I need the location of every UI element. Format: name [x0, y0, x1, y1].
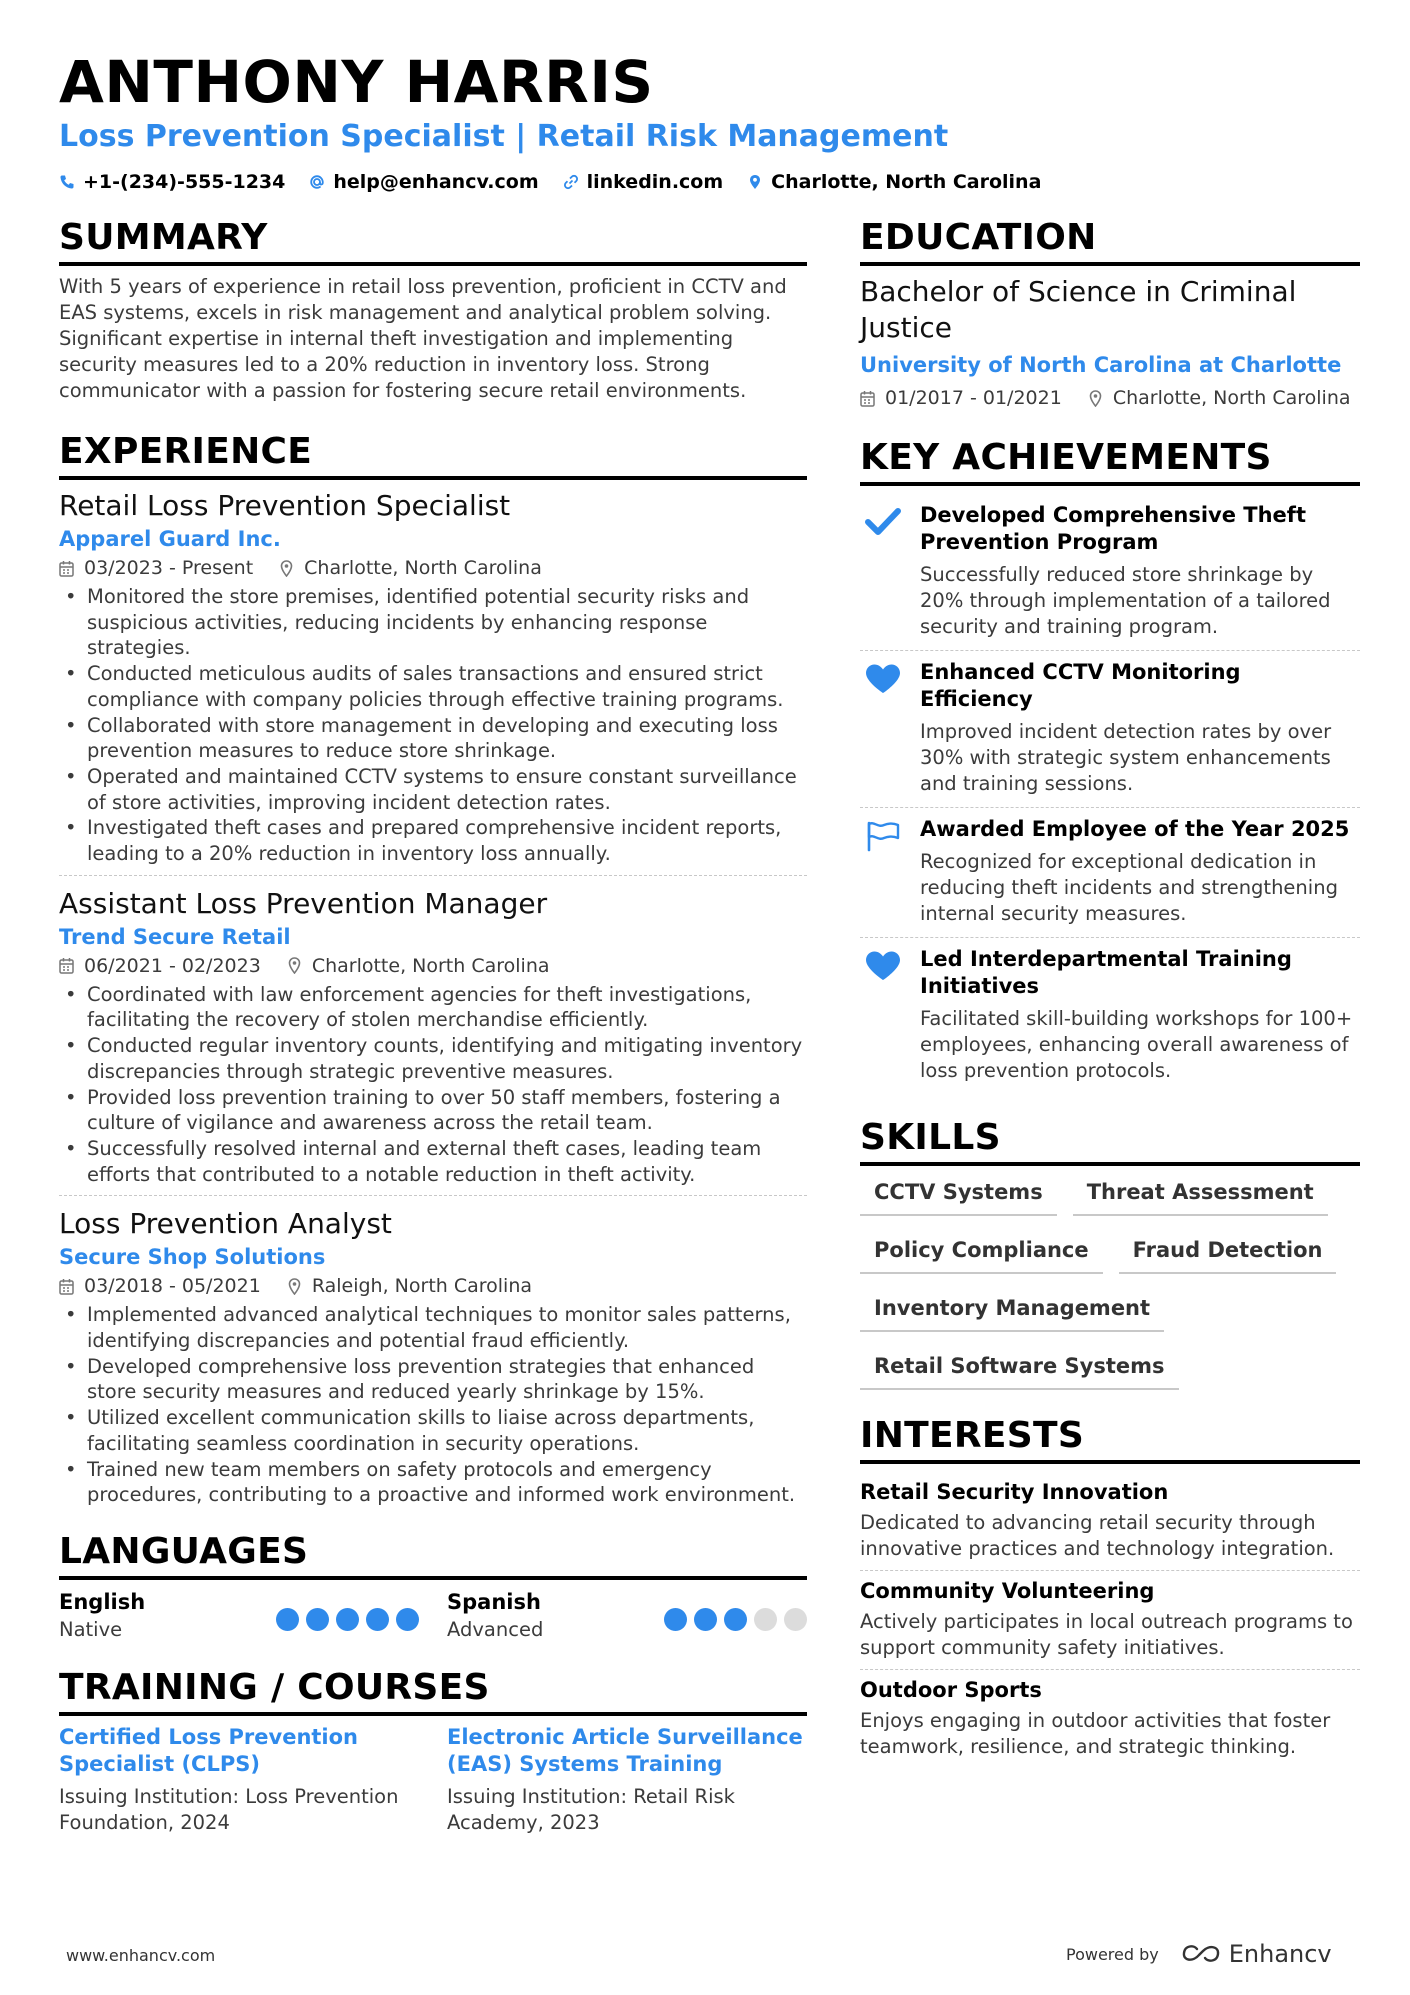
skill-tag: Policy Compliance	[860, 1232, 1103, 1274]
contact-phone[interactable]	[59, 170, 285, 194]
interest-item	[860, 1472, 1360, 1571]
interest-desc: Dedicated to advancing retail security through innovative practices and technology integration.	[860, 1511, 1335, 1560]
left-column	[59, 216, 807, 1836]
brand-name: Enhancv	[1228, 1940, 1332, 1968]
brand-logo	[1181, 1940, 1332, 1968]
course-title: Certified Loss Prevention Specialist (CLPS)	[59, 1724, 359, 1776]
location-pin-icon	[747, 174, 763, 190]
rating-dot-empty	[754, 1608, 777, 1631]
job-meta	[59, 1272, 807, 1300]
education-location-text: Charlotte, North Carolina	[1112, 387, 1351, 409]
job-bullet: • Successfully resolved internal and external theft cases, leading team efforts that contributed to a notable reduction in theft activity.	[59, 1136, 807, 1187]
achievement-desc: Facilitated skill-building workshops for 100+ employees, enhancing overall awareness of loss prevention protocols.	[920, 1007, 1353, 1082]
achievements-section	[860, 436, 1360, 1094]
education-dates-text: 01/2017 - 01/2021	[885, 387, 1062, 409]
courses-list	[59, 1724, 807, 1836]
skills-section	[860, 1116, 1360, 1390]
course-title: Electronic Article Surveillance (EAS) Systems Training	[447, 1724, 803, 1776]
right-column	[860, 216, 1360, 1768]
achievements-title: KEY ACHIEVEMENTS	[860, 436, 1360, 486]
language-item	[447, 1588, 807, 1644]
job-title: Loss Prevention Analyst	[59, 1207, 392, 1241]
location-pin-icon	[287, 957, 302, 974]
skill-tag: Fraud Detection	[1119, 1232, 1337, 1274]
summary-title: SUMMARY	[59, 216, 807, 266]
job-dates-text: 03/2018 - 05/2021	[84, 1275, 261, 1298]
achievement-title: Enhanced CCTV Monitoring Efficiency	[920, 660, 1241, 711]
languages-list	[59, 1588, 807, 1644]
job-dates-text: 06/2021 - 02/2023	[84, 954, 261, 977]
interest-title: Outdoor Sports	[860, 1678, 1042, 1702]
training-title: TRAINING / COURSES	[59, 1666, 807, 1716]
education-section	[860, 216, 1360, 412]
job-bullets	[59, 982, 807, 1188]
language-name: English	[59, 1589, 146, 1614]
location-pin-icon	[1088, 390, 1103, 407]
rating-dot-filled	[276, 1608, 299, 1631]
interest-item	[860, 1670, 1360, 1768]
linkedin-text: linkedin.com	[586, 171, 724, 193]
calendar-icon	[59, 1278, 74, 1295]
job-bullet: • Utilized excellent communication skills to liaise across departments, facilitating seamless coordination in security operations.	[59, 1405, 807, 1456]
job-entry	[59, 886, 807, 1197]
email-text: help@enhancv.com	[333, 171, 539, 193]
phone-icon	[59, 174, 75, 190]
achievement-icon-wrap	[860, 816, 906, 927]
achievement-icon-wrap	[860, 946, 906, 1084]
check-icon	[864, 506, 902, 538]
education-degree: Bachelor of Science in Criminal Justice	[860, 275, 1297, 344]
experience-title: EXPERIENCE	[59, 430, 807, 480]
course-desc: Issuing Institution: Retail Risk Academy, 2023	[447, 1784, 735, 1834]
course-item	[59, 1724, 419, 1836]
languages-title: LANGUAGES	[59, 1530, 807, 1580]
rating-dot-filled	[724, 1608, 747, 1631]
rating-dot-filled	[306, 1608, 329, 1631]
enhancv-logo-icon	[1181, 1943, 1221, 1965]
achievement-item	[860, 808, 1360, 938]
course-item	[447, 1724, 807, 1836]
achievement-icon-wrap	[860, 502, 906, 640]
company-name: Trend Secure Retail	[59, 924, 291, 949]
candidate-name: ANTHONY HARRIS	[59, 48, 654, 116]
footer-brand[interactable]	[1066, 1940, 1332, 1968]
education-meta	[860, 384, 1360, 412]
rating-dot-filled	[694, 1608, 717, 1631]
interests-section	[860, 1414, 1360, 1768]
powered-by-text: Powered by	[1066, 1944, 1159, 1964]
skill-tag: Retail Software Systems	[860, 1348, 1179, 1390]
location-text: Charlotte, North Carolina	[771, 171, 1042, 193]
job-dates	[59, 952, 261, 980]
job-bullet: • Operated and maintained CCTV systems to ensure constant surveillance of store activities, improving incident detection rates.	[59, 764, 807, 815]
language-level: Native	[59, 1617, 123, 1641]
education-location	[1088, 384, 1351, 412]
job-bullet: • Implemented advanced analytical techniques to monitor sales patterns, identifying discrepancies and potential fraud efficiently.	[59, 1302, 807, 1353]
language-level: Advanced	[447, 1617, 544, 1641]
footer-url[interactable]: www.enhancv.com	[66, 1946, 216, 1965]
flag-icon	[864, 820, 902, 852]
job-bullets	[59, 584, 807, 867]
calendar-icon	[59, 560, 74, 577]
education-school: University of North Carolina at Charlotte	[860, 353, 1342, 377]
calendar-icon	[860, 390, 875, 407]
job-location	[287, 1272, 532, 1300]
skill-tag: Inventory Management	[860, 1290, 1164, 1332]
job-bullet: • Monitored the store premises, identified potential security risks and suspicious activities, reducing incidents by enhancing response strategies.	[59, 584, 807, 661]
language-item	[59, 1588, 419, 1644]
job-location	[287, 952, 550, 980]
link-icon	[563, 174, 579, 190]
heart-icon	[864, 950, 902, 982]
skills-list	[860, 1174, 1360, 1390]
phone-text: +1-(234)-555-1234	[83, 171, 286, 193]
interest-item	[860, 1571, 1360, 1670]
interests-title: INTERESTS	[860, 1414, 1360, 1464]
education-title: EDUCATION	[860, 216, 1360, 266]
language-rating	[276, 1608, 419, 1644]
location-pin-icon	[287, 1278, 302, 1295]
job-location-text: Raleigh, North Carolina	[311, 1275, 533, 1298]
company-name: Apparel Guard Inc.	[59, 527, 281, 551]
contact-bar	[59, 170, 1041, 194]
candidate-headline: Loss Prevention Specialist | Retail Risk Management	[59, 119, 949, 154]
summary-section	[59, 216, 807, 404]
job-bullets	[59, 1302, 807, 1508]
experience-section	[59, 430, 807, 1516]
rating-dot-empty	[784, 1608, 807, 1631]
job-meta	[59, 554, 807, 582]
rating-dot-filled	[396, 1608, 419, 1631]
job-bullet: • Collaborated with store management in developing and executing loss prevention measures to reduce store shrinkage.	[59, 713, 807, 764]
achievement-item	[860, 938, 1360, 1094]
job-title: Assistant Loss Prevention Manager	[59, 886, 548, 920]
job-title: Retail Loss Prevention Specialist	[59, 489, 511, 522]
job-dates-text: 03/2023 - Present	[84, 557, 254, 579]
achievement-desc: Recognized for exceptional dedication in reducing theft incidents and strengthening internal security measures.	[920, 850, 1338, 925]
job-location-text: Charlotte, North Carolina	[304, 557, 542, 579]
languages-section	[59, 1530, 807, 1644]
contact-email[interactable]	[309, 170, 538, 194]
job-dates	[59, 554, 253, 582]
interest-desc: Actively participates in local outreach programs to support community safety initiatives.	[860, 1610, 1353, 1659]
rating-dot-filled	[336, 1608, 359, 1631]
job-bullet: • Conducted regular inventory counts, identifying and mitigating inventory discrepancies through strategic preventive measures.	[59, 1033, 807, 1084]
skill-tag: Threat Assessment	[1073, 1174, 1328, 1216]
achievement-icon-wrap	[860, 659, 906, 797]
job-bullet: • Provided loss prevention training to over 50 staff members, fostering a culture of vigilance and awareness across the retail team.	[59, 1085, 807, 1136]
education-dates	[860, 384, 1062, 412]
interest-desc: Enjoys engaging in outdoor activities that foster teamwork, resilience, and strategic thinking.	[860, 1709, 1331, 1758]
skill-tag: CCTV Systems	[860, 1174, 1057, 1216]
job-bullet: • Coordinated with law enforcement agencies for theft investigations, facilitating the recovery of stolen merchandise efficiently.	[59, 982, 807, 1033]
skills-title: SKILLS	[860, 1116, 1360, 1166]
summary-text: With 5 years of experience in retail loss prevention, proficient in CCTV and EAS systems, excels in risk management and analytical problem solving. Significant expertise in internal theft investigation and implementing security measures led to a 20% reduction in inventory loss. Strong communicator with a passion for fostering secure retail environments.	[59, 275, 787, 402]
job-location	[279, 554, 542, 582]
achievement-item	[860, 651, 1360, 808]
job-meta	[59, 952, 807, 980]
contact-linkedin[interactable]	[563, 170, 724, 194]
job-bullet: • Developed comprehensive loss prevention strategies that enhanced store security measures and reduced yearly shrinkage by 15%.	[59, 1354, 807, 1405]
achievement-title: Awarded Employee of the Year 2025	[920, 817, 1350, 841]
achievement-desc: Successfully reduced store shrinkage by 20% through implementation of a tailored security and training program.	[920, 563, 1331, 638]
job-bullet: • Trained new team members on safety protocols and emergency procedures, contributing to a proactive and informed work environment.	[59, 1457, 807, 1508]
training-section	[59, 1666, 807, 1836]
rating-dot-filled	[664, 1608, 687, 1631]
achievement-title: Developed Comprehensive Theft Prevention Program	[920, 503, 1306, 554]
contact-location	[747, 170, 1041, 194]
interest-title: Retail Security Innovation	[860, 1480, 1169, 1504]
at-icon	[309, 174, 325, 190]
job-entry	[59, 488, 807, 876]
job-entry	[59, 1206, 807, 1516]
language-rating	[664, 1608, 807, 1644]
job-bullet: • Investigated theft cases and prepared comprehensive incident reports, leading to a 20% reduction in inventory loss annually.	[59, 815, 807, 866]
job-dates	[59, 1272, 261, 1300]
calendar-icon	[59, 957, 74, 974]
rating-dot-filled	[366, 1608, 389, 1631]
heart-icon	[864, 663, 902, 695]
course-desc: Issuing Institution: Loss Prevention Foundation, 2024	[59, 1784, 399, 1834]
company-name: Secure Shop Solutions	[59, 1245, 326, 1270]
achievement-desc: Improved incident detection rates by over 30% with strategic system enhancements and training sessions.	[920, 720, 1332, 795]
location-pin-icon	[279, 560, 294, 577]
job-bullet: • Conducted meticulous audits of sales transactions and ensured strict compliance with company policies through effective training programs.	[59, 661, 807, 712]
language-name: Spanish	[447, 1589, 541, 1614]
achievement-item	[860, 494, 1360, 651]
job-location-text: Charlotte, North Carolina	[311, 954, 550, 977]
interest-title: Community Volunteering	[860, 1579, 1155, 1603]
achievement-title: Led Interdepartmental Training Initiatives	[920, 947, 1292, 998]
